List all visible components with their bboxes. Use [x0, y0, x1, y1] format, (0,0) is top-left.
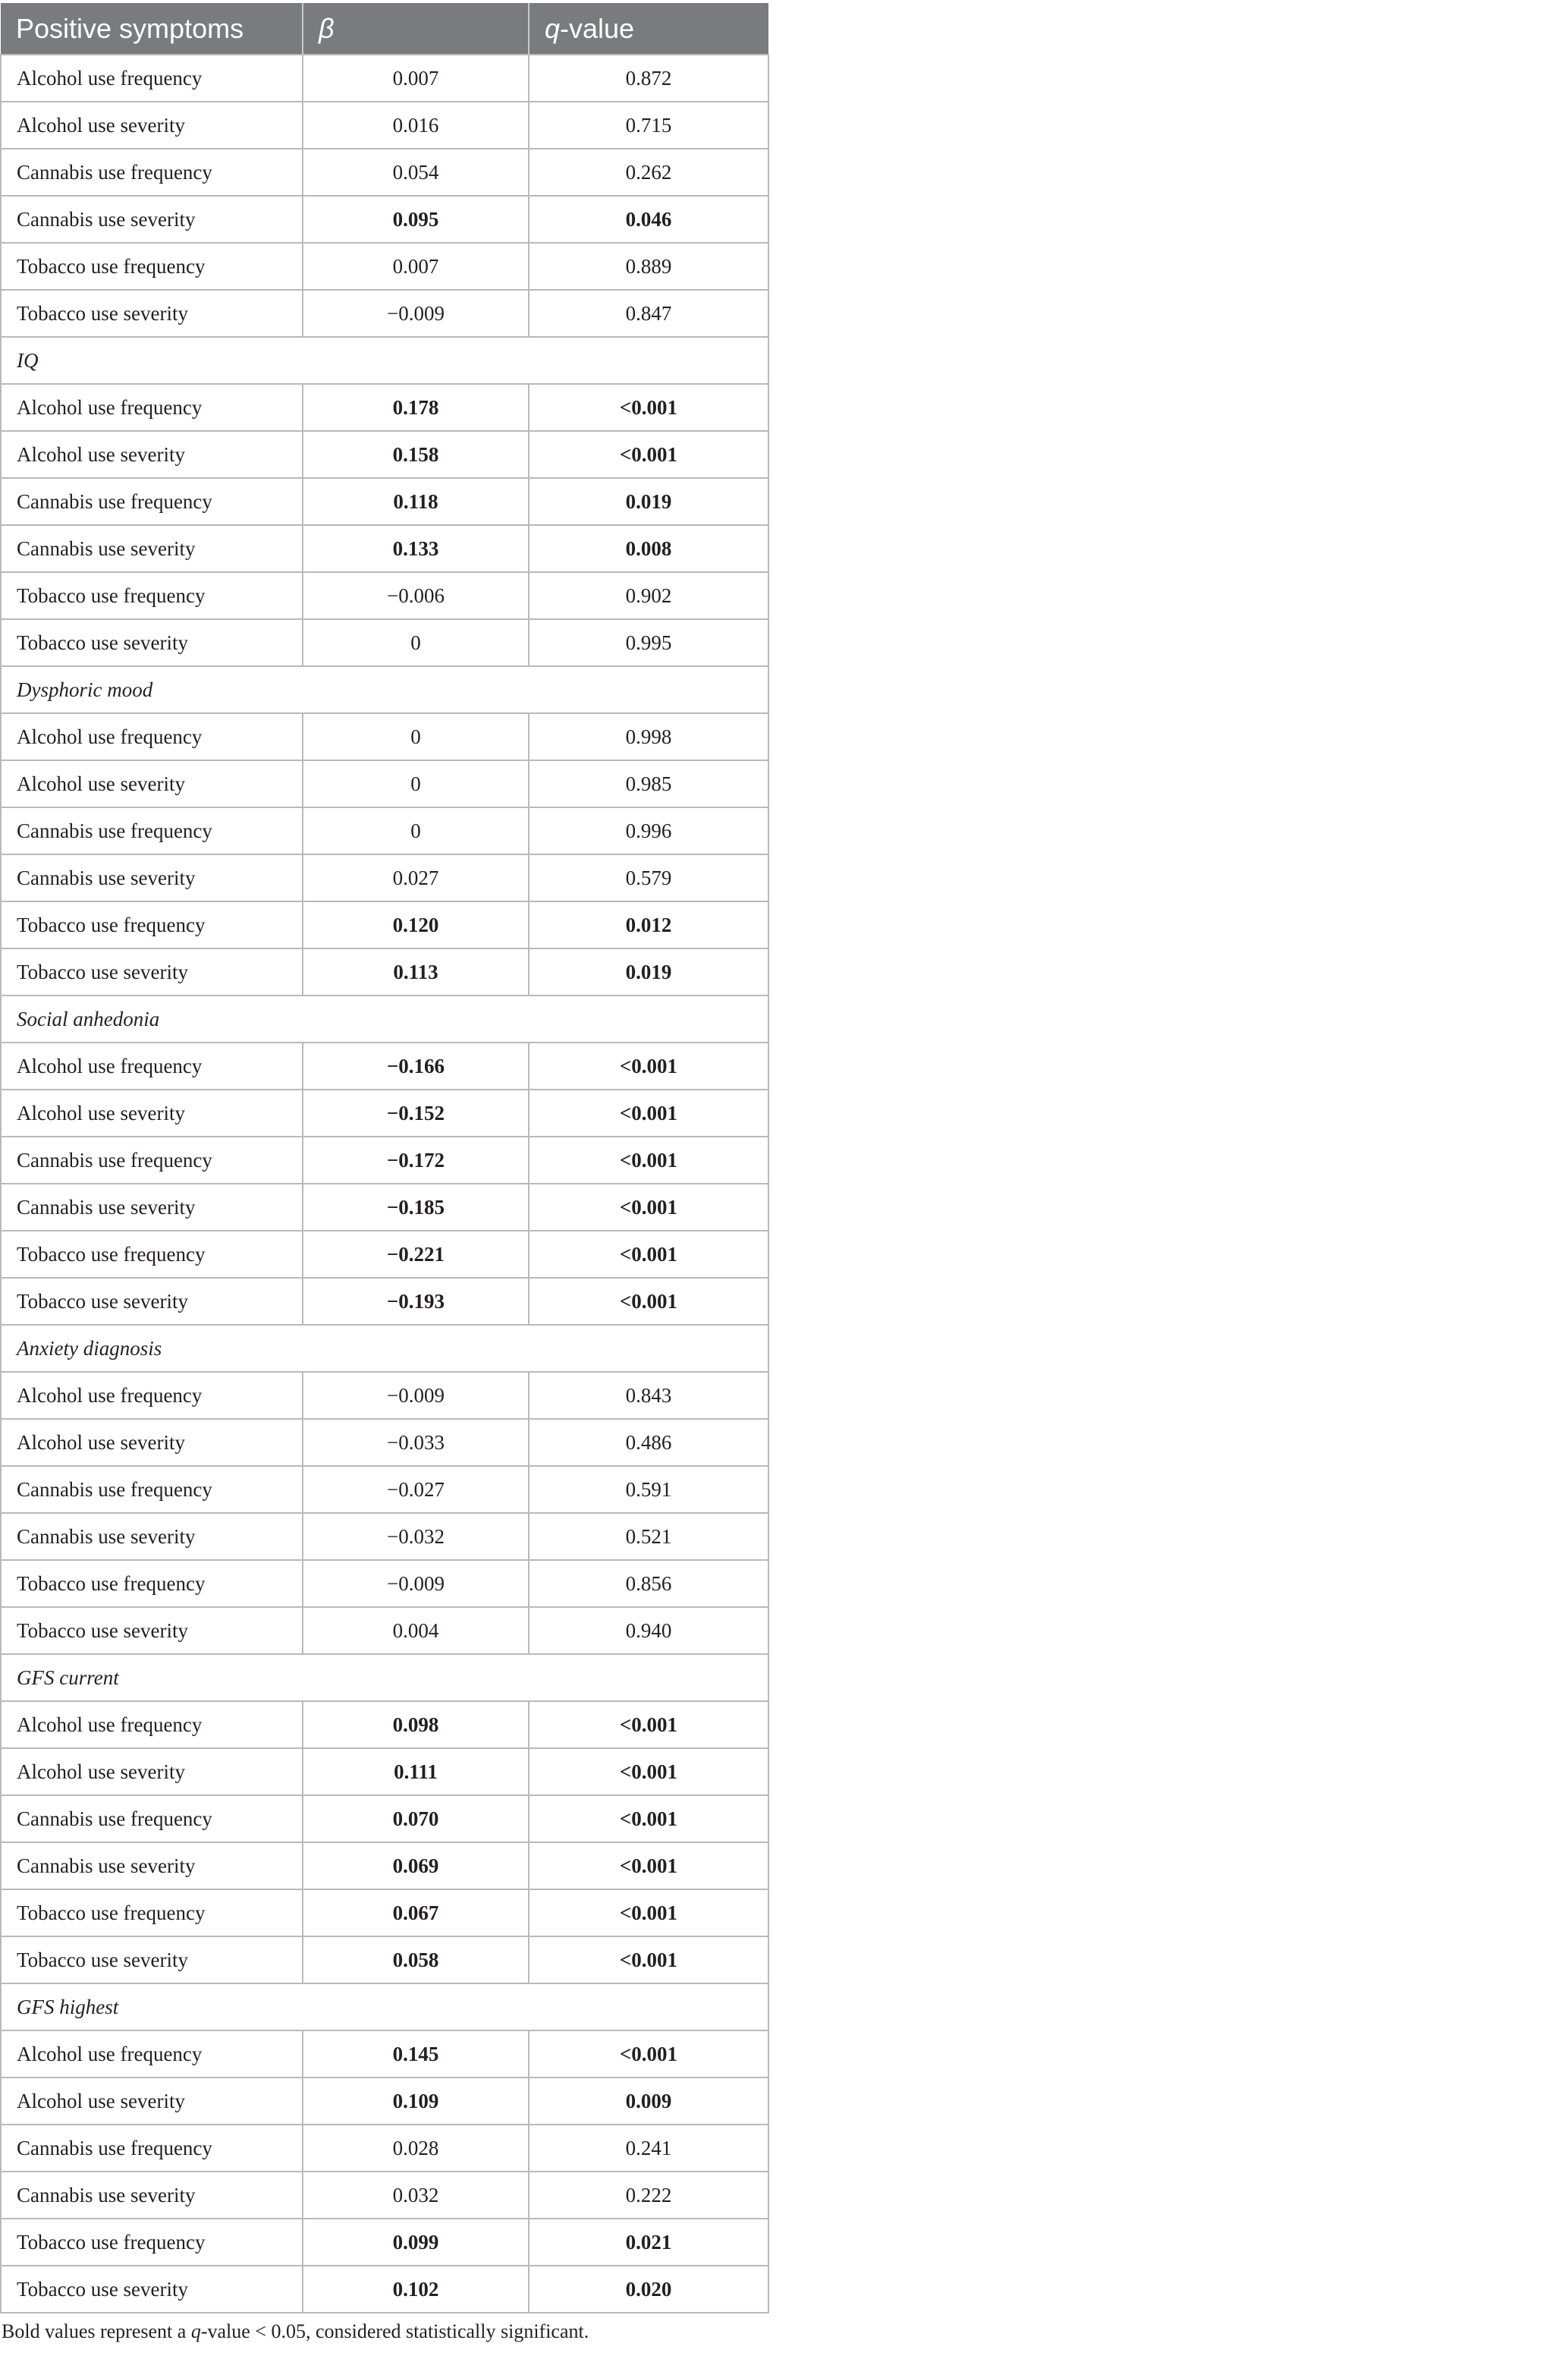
beta-value: −0.009: [303, 290, 529, 337]
q-value: <0.001: [529, 1184, 768, 1231]
row-label: Cannabis use severity: [1, 1842, 303, 1889]
beta-value: −0.152: [303, 1090, 529, 1137]
beta-value: 0.032: [303, 2172, 529, 2219]
section-heading-row: [1, 1654, 768, 1701]
table-row: [1, 1513, 768, 1560]
beta-value: 0.016: [303, 102, 529, 149]
row-label: Alcohol use frequency: [1, 1372, 303, 1419]
beta-value: −0.193: [303, 1278, 529, 1325]
header-q-italic: q: [545, 12, 561, 44]
beta-value: −0.027: [303, 1466, 529, 1513]
header-q-rest: -value: [560, 12, 635, 44]
table-row: [1, 1372, 768, 1419]
q-value: 0.262: [529, 149, 768, 196]
q-value: 0.019: [529, 948, 768, 995]
table-row: [1, 149, 768, 196]
beta-value: 0.098: [303, 1701, 529, 1748]
section-heading: GFS current: [1, 1654, 768, 1701]
row-label: Alcohol use frequency: [1, 713, 303, 760]
table-row: [1, 2219, 768, 2266]
table-row: [1, 807, 768, 854]
row-label: Alcohol use frequency: [1, 55, 303, 102]
q-value: <0.001: [529, 384, 768, 431]
row-label: Alcohol use frequency: [1, 2030, 303, 2077]
table-row: [1, 572, 768, 619]
table-row: [1, 1184, 768, 1231]
row-label: Alcohol use frequency: [1, 1043, 303, 1090]
row-label: Tobacco use severity: [1, 1278, 303, 1325]
footnote-suffix: -value < 0.05, considered statistically significant.: [200, 2320, 589, 2342]
row-label: Cannabis use frequency: [1, 1466, 303, 1513]
beta-value: 0.145: [303, 2030, 529, 2077]
table-row: [1, 1701, 768, 1748]
q-value: <0.001: [529, 431, 768, 478]
q-value: 0.856: [529, 1560, 768, 1607]
row-label: Alcohol use severity: [1, 1090, 303, 1137]
table-row: [1, 1278, 768, 1325]
beta-value: 0: [303, 713, 529, 760]
q-value: 0.021: [529, 2219, 768, 2266]
beta-value: 0.067: [303, 1889, 529, 1936]
row-label: Tobacco use severity: [1, 619, 303, 666]
row-label: Cannabis use severity: [1, 1513, 303, 1560]
q-value: 0.591: [529, 1466, 768, 1513]
row-label: Cannabis use frequency: [1, 149, 303, 196]
q-value: <0.001: [529, 1090, 768, 1137]
q-value: 0.008: [529, 525, 768, 572]
beta-value: −0.006: [303, 572, 529, 619]
section-heading-row: [1, 337, 768, 384]
table-row: [1, 2125, 768, 2172]
q-value: 0.843: [529, 1372, 768, 1419]
q-value: 0.940: [529, 1607, 768, 1654]
table-row: [1, 1748, 768, 1795]
results-table: [0, 3, 769, 2313]
q-value: <0.001: [529, 1231, 768, 1278]
row-label: Cannabis use severity: [1, 2172, 303, 2219]
beta-value: −0.185: [303, 1184, 529, 1231]
row-label: Cannabis use frequency: [1, 807, 303, 854]
beta-value: 0.007: [303, 243, 529, 290]
section-heading: IQ: [1, 337, 768, 384]
row-label: Cannabis use frequency: [1, 478, 303, 525]
beta-value: 0.095: [303, 196, 529, 243]
row-label: Cannabis use severity: [1, 854, 303, 901]
table-row: [1, 2077, 768, 2125]
table-header-row: [1, 3, 768, 55]
q-value: 0.872: [529, 55, 768, 102]
row-label: Tobacco use frequency: [1, 572, 303, 619]
q-value: 0.222: [529, 2172, 768, 2219]
beta-value: −0.033: [303, 1419, 529, 1466]
q-value: <0.001: [529, 1701, 768, 1748]
beta-value: 0.118: [303, 478, 529, 525]
table-row: [1, 1560, 768, 1607]
beta-value: −0.009: [303, 1372, 529, 1419]
row-label: Cannabis use severity: [1, 196, 303, 243]
q-value: 0.521: [529, 1513, 768, 1560]
table-row: [1, 1936, 768, 1983]
q-value: 0.046: [529, 196, 768, 243]
q-value: 0.019: [529, 478, 768, 525]
q-value: <0.001: [529, 2030, 768, 2077]
beta-value: −0.032: [303, 1513, 529, 1560]
q-value: <0.001: [529, 1043, 768, 1090]
beta-value: 0.004: [303, 1607, 529, 1654]
beta-value: 0.054: [303, 149, 529, 196]
beta-value: 0.069: [303, 1842, 529, 1889]
row-label: Alcohol use severity: [1, 1419, 303, 1466]
table-row: [1, 1090, 768, 1137]
q-value: <0.001: [529, 1795, 768, 1842]
table-row: [1, 760, 768, 807]
beta-value: 0.058: [303, 1936, 529, 1983]
row-label: Tobacco use frequency: [1, 243, 303, 290]
section-heading: Anxiety diagnosis: [1, 1325, 768, 1372]
row-label: Alcohol use severity: [1, 102, 303, 149]
table-row: [1, 102, 768, 149]
beta-value: 0: [303, 619, 529, 666]
q-value: 0.579: [529, 854, 768, 901]
q-value: 0.020: [529, 2266, 768, 2313]
q-value: 0.902: [529, 572, 768, 619]
table-row: [1, 1231, 768, 1278]
table-row: [1, 431, 768, 478]
row-label: Tobacco use frequency: [1, 2219, 303, 2266]
row-label: Alcohol use severity: [1, 2077, 303, 2125]
q-value: 0.012: [529, 901, 768, 948]
q-value: 0.998: [529, 713, 768, 760]
beta-value: 0.028: [303, 2125, 529, 2172]
table-row: [1, 1419, 768, 1466]
table-row: [1, 478, 768, 525]
q-value: 0.009: [529, 2077, 768, 2125]
table-footnote: [2, 2320, 589, 2343]
table-row: [1, 243, 768, 290]
table-row: [1, 384, 768, 431]
section-heading: GFS highest: [1, 1983, 768, 2030]
q-value: 0.995: [529, 619, 768, 666]
beta-value: −0.166: [303, 1043, 529, 1090]
q-value: 0.889: [529, 243, 768, 290]
row-label: Cannabis use frequency: [1, 2125, 303, 2172]
row-label: Tobacco use severity: [1, 948, 303, 995]
q-value: <0.001: [529, 1278, 768, 1325]
table-row: [1, 901, 768, 948]
row-label: Tobacco use severity: [1, 2266, 303, 2313]
beta-value: −0.221: [303, 1231, 529, 1278]
beta-value: 0.111: [303, 1748, 529, 1795]
row-label: Alcohol use frequency: [1, 1701, 303, 1748]
row-label: Tobacco use severity: [1, 290, 303, 337]
q-value: 0.241: [529, 2125, 768, 2172]
header-positive-symptoms: Positive symptoms: [1, 3, 303, 55]
table-row: [1, 1466, 768, 1513]
q-value: 0.996: [529, 807, 768, 854]
beta-value: 0.027: [303, 854, 529, 901]
beta-value: 0.178: [303, 384, 529, 431]
table-row: [1, 525, 768, 572]
beta-value: 0.099: [303, 2219, 529, 2266]
row-label: Tobacco use frequency: [1, 1560, 303, 1607]
section-heading: Dysphoric mood: [1, 666, 768, 713]
table-row: [1, 290, 768, 337]
table-row: [1, 1842, 768, 1889]
row-label: Alcohol use severity: [1, 760, 303, 807]
row-label: Tobacco use severity: [1, 1607, 303, 1654]
table-row: [1, 854, 768, 901]
beta-value: 0.113: [303, 948, 529, 995]
table-row: [1, 1795, 768, 1842]
footnote-q-italic: q: [190, 2320, 201, 2342]
table-row: [1, 2266, 768, 2313]
q-value: <0.001: [529, 1842, 768, 1889]
table-row: [1, 1889, 768, 1936]
beta-value: 0: [303, 807, 529, 854]
table-row: [1, 55, 768, 102]
beta-value: 0.120: [303, 901, 529, 948]
row-label: Alcohol use severity: [1, 1748, 303, 1795]
q-value: <0.001: [529, 1748, 768, 1795]
header-beta: [303, 3, 529, 55]
beta-value: −0.009: [303, 1560, 529, 1607]
section-heading-row: [1, 995, 768, 1043]
table-row: [1, 196, 768, 243]
table-row: [1, 2030, 768, 2077]
beta-value: 0: [303, 760, 529, 807]
beta-value: −0.172: [303, 1137, 529, 1184]
row-label: Alcohol use severity: [1, 431, 303, 478]
row-label: Alcohol use frequency: [1, 384, 303, 431]
row-label: Tobacco use frequency: [1, 901, 303, 948]
q-value: <0.001: [529, 1936, 768, 1983]
beta-value: 0.102: [303, 2266, 529, 2313]
q-value: 0.847: [529, 290, 768, 337]
row-label: Cannabis use frequency: [1, 1795, 303, 1842]
table-row: [1, 1607, 768, 1654]
table-body: [1, 55, 768, 2313]
row-label: Cannabis use severity: [1, 525, 303, 572]
q-value: <0.001: [529, 1137, 768, 1184]
beta-value: 0.158: [303, 431, 529, 478]
header-beta-label: β: [319, 12, 335, 44]
table-row: [1, 948, 768, 995]
q-value: <0.001: [529, 1889, 768, 1936]
table-row: [1, 1043, 768, 1090]
section-heading-row: [1, 1983, 768, 2030]
section-heading-row: [1, 1325, 768, 1372]
table-row: [1, 1137, 768, 1184]
q-value: 0.715: [529, 102, 768, 149]
section-heading-row: [1, 666, 768, 713]
row-label: Cannabis use severity: [1, 1184, 303, 1231]
row-label: Tobacco use frequency: [1, 1231, 303, 1278]
q-value: 0.486: [529, 1419, 768, 1466]
beta-value: 0.109: [303, 2077, 529, 2125]
table-row: [1, 713, 768, 760]
footnote-prefix: Bold values represent a: [2, 2320, 191, 2342]
table-row: [1, 2172, 768, 2219]
row-label: Tobacco use frequency: [1, 1889, 303, 1936]
header-q-value: [529, 3, 768, 55]
beta-value: 0.133: [303, 525, 529, 572]
row-label: Tobacco use severity: [1, 1936, 303, 1983]
q-value: 0.985: [529, 760, 768, 807]
beta-value: 0.070: [303, 1795, 529, 1842]
section-heading: Social anhedonia: [1, 995, 768, 1043]
table-row: [1, 619, 768, 666]
row-label: Cannabis use frequency: [1, 1137, 303, 1184]
beta-value: 0.007: [303, 55, 529, 102]
